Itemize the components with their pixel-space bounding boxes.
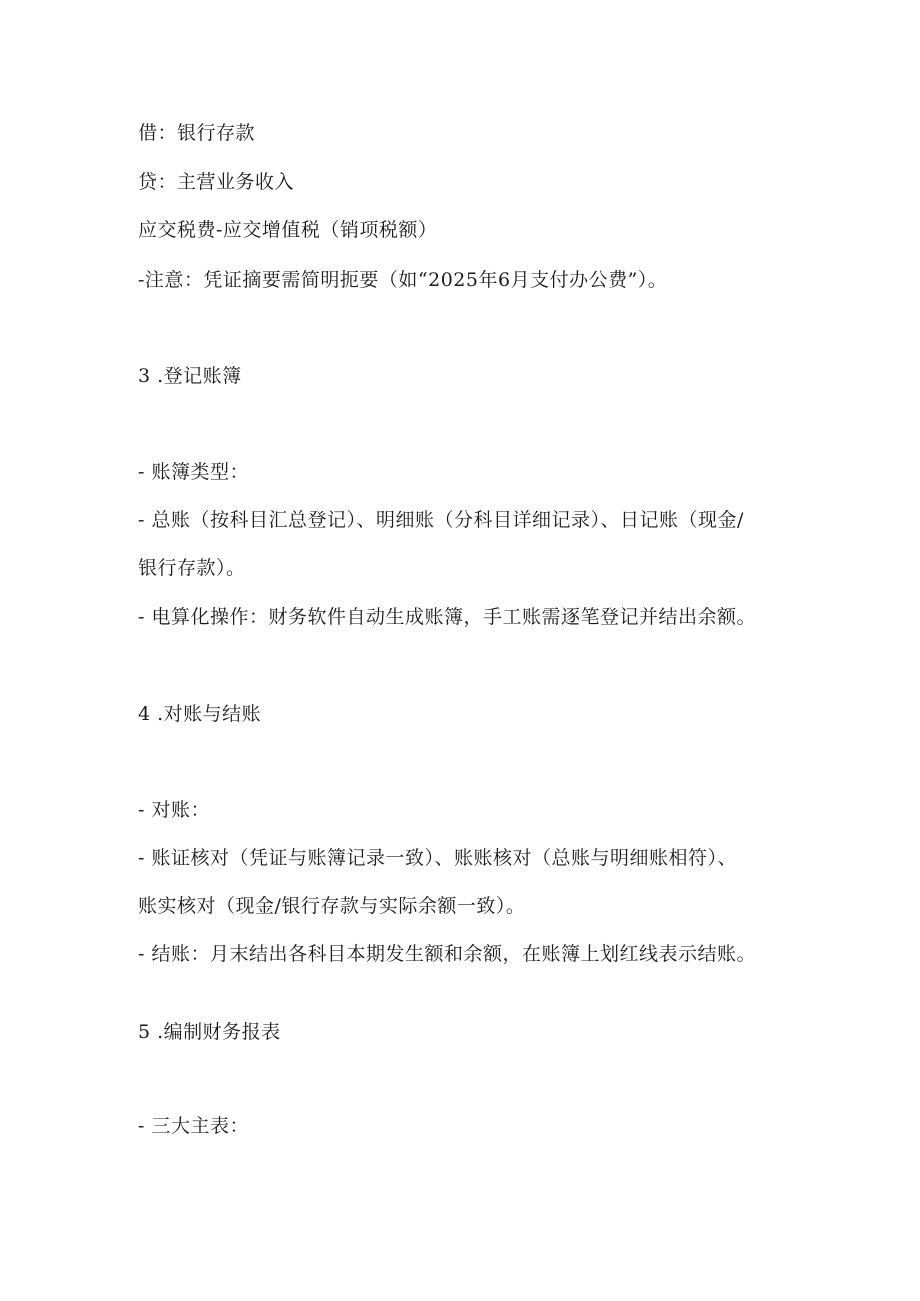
ledger-types-label: - 账簿类型： [138, 461, 249, 483]
voucher-note: -注意：凭证摘要需简明扼要（如“2025年6月支付办公费”）。 [138, 269, 668, 291]
section-4-heading: 4 .对账与结账 [138, 703, 262, 725]
tax-line: 应交税费-应交增值税（销项税额） [138, 219, 438, 241]
section-5-heading: 5 .编制财务报表 [138, 1021, 281, 1043]
section-3-heading: 3 .登记账簿 [138, 365, 242, 387]
closing-line: - 结账：月末结出各科目本期发生额和余额，在账簿上划红线表示结账。 [138, 943, 756, 965]
ledger-types-line-1: - 总账（按科目汇总登记）、明细账（分科目详细记录）、日记账（现金/ [138, 509, 744, 531]
debit-line: 借：银行存款 [138, 122, 256, 144]
credit-line: 贷：主营业务收入 [138, 171, 295, 193]
reconcile-label: - 对账： [138, 799, 210, 821]
computerized-operation: - 电算化操作：财务软件自动生成账簿，手工账需逐笔登记并结出余额。 [138, 606, 756, 628]
statements-label: - 三大主表： [138, 1115, 249, 1137]
reconcile-line-2: 账实核对（现金/银行存款与实际余额一致）。 [138, 895, 526, 917]
reconcile-line-1: - 账证核对（凭证与账簿记录一致）、账账核对（总账与明细账相符）、 [138, 847, 737, 869]
ledger-types-line-2: 银行存款）。 [138, 557, 246, 579]
